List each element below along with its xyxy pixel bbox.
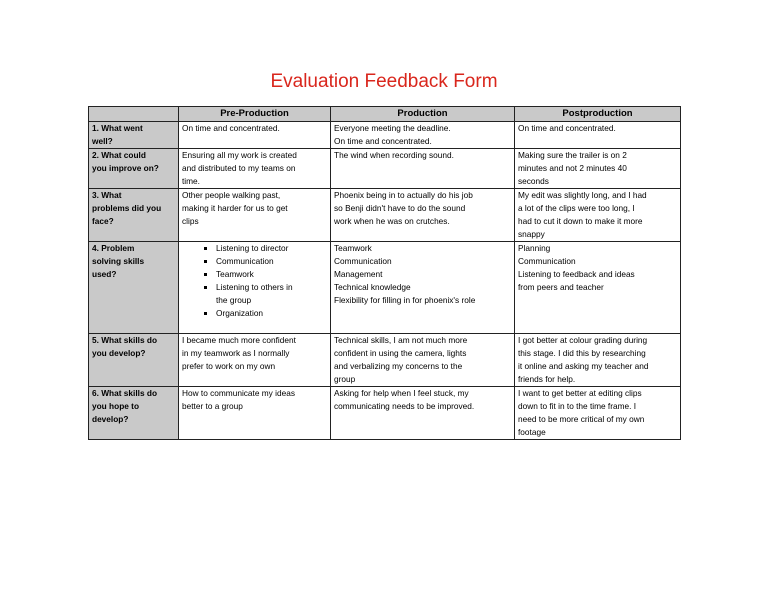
- postproduction-cell: Making sure the trailer is on 2 minutes and not 2 minutes 40 seconds: [515, 149, 681, 189]
- row-question: 6. What skills do you hope to develop?: [89, 387, 179, 440]
- column-header-pre-production: Pre-Production: [179, 107, 331, 122]
- table-row: [89, 149, 681, 189]
- postproduction-cell: On time and concentrated.: [515, 122, 681, 149]
- pre-production-cell: Other people walking past, making it harder for us to get clips: [179, 189, 331, 242]
- table-row: [89, 242, 681, 334]
- table-row: [89, 189, 681, 242]
- skills-bullet-list: [182, 242, 327, 320]
- list-item: Organization: [216, 307, 327, 320]
- postproduction-cell: Planning Communication Listening to feedback and ideas from peers and teacher: [515, 242, 681, 334]
- row-question: 2. What could you improve on?: [89, 149, 179, 189]
- pre-production-cell: On time and concentrated.: [179, 122, 331, 149]
- column-header-postproduction: Postproduction: [515, 107, 681, 122]
- column-header-production: Production: [331, 107, 515, 122]
- production-cell: Phoenix being in to actually do his job so Benji didn't have to do the sound work when he was on crutches.: [331, 189, 515, 242]
- table-row: [89, 387, 681, 440]
- row-question: 5. What skills do you develop?: [89, 334, 179, 387]
- feedback-table: [88, 106, 681, 440]
- production-cell: Asking for help when I feel stuck, my communicating needs to be improved.: [331, 387, 515, 440]
- row-question: 1. What went well?: [89, 122, 179, 149]
- pre-production-cell: How to communicate my ideas better to a group: [179, 387, 331, 440]
- list-item: Teamwork: [216, 268, 327, 281]
- header-row: [89, 107, 681, 122]
- header-corner-cell: [89, 107, 179, 122]
- production-cell: The wind when recording sound.: [331, 149, 515, 189]
- row-question: 3. What problems did you face?: [89, 189, 179, 242]
- pre-production-cell: I became much more confident in my teamwork as I normally prefer to work on my own: [179, 334, 331, 387]
- table-row: [89, 334, 681, 387]
- postproduction-cell: I got better at colour grading during this stage. I did this by researching it online and asking my teacher and friends for help.: [515, 334, 681, 387]
- table-row: [89, 122, 681, 149]
- postproduction-cell: I want to get better at editing clips down to fit in to the time frame. I need to be more critical of my own footage: [515, 387, 681, 440]
- row-question: 4. Problem solving skills used?: [89, 242, 179, 334]
- pre-production-cell: Ensuring all my work is created and distributed to my teams on time.: [179, 149, 331, 189]
- list-item: Listening to director: [216, 242, 327, 255]
- postproduction-cell: My edit was slightly long, and I had a lot of the clips were too long, I had to cut it down to make it more snappy: [515, 189, 681, 242]
- production-cell: Everyone meeting the deadline. On time and concentrated.: [331, 122, 515, 149]
- list-item: Listening to others in the group: [216, 281, 327, 307]
- list-item: Communication: [216, 255, 327, 268]
- pre-production-cell: [179, 242, 331, 334]
- production-cell: Technical skills, I am not much more confident in using the camera, lights and verbalizing my concerns to the group: [331, 334, 515, 387]
- form-title: Evaluation Feedback Form: [270, 71, 498, 92]
- production-cell: Teamwork Communication Management Technical knowledge Flexibility for filling in for phoenix's role: [331, 242, 515, 334]
